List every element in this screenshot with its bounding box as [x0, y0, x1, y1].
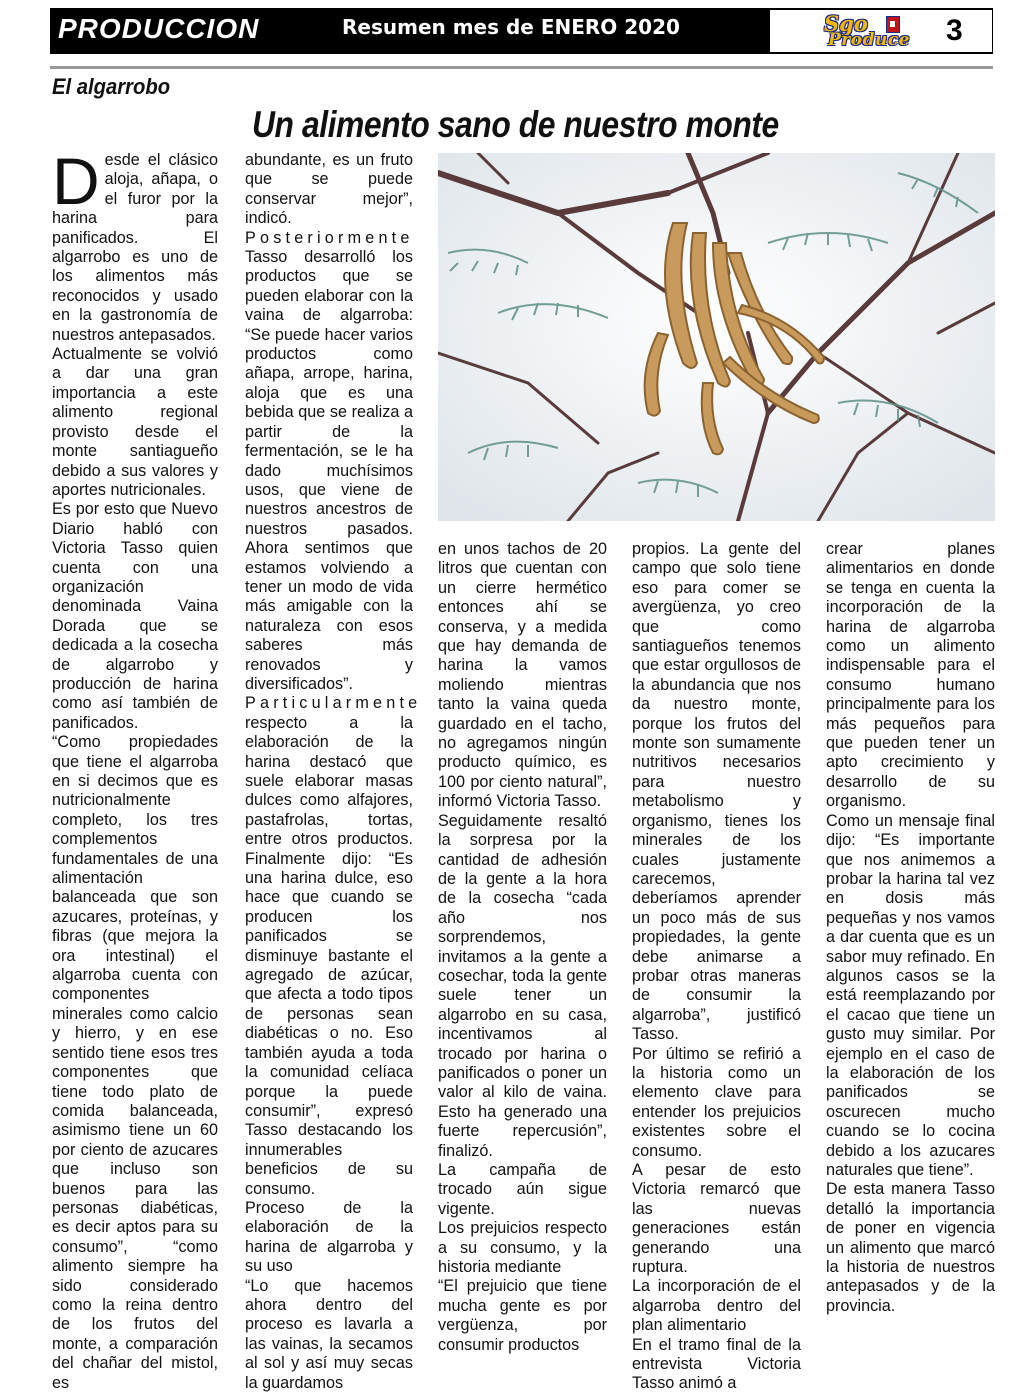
article-column-4 [632, 540, 801, 1394]
paragraph: Tasso desarrolló los productos que se pueden elaborar con la vaina de algarroba: “Se puede hacer varios productos como añapa, arrope, harina, aloja que es una bebida que se realiza a partir de la fermentación, se le ha dado muchísimos usos, que viene de nuestros ancestros de nuestros pasados. Ahora sentimos que estamos volviendo a tener un modo de vida más amigable con la naturaleza con esos saberes más renovados y diversificados”. [245, 248, 413, 693]
algarrobo-pods-photo [438, 153, 995, 521]
paragraph: La campaña de trocado aún sigue vigente. [438, 1161, 607, 1218]
logo-top-text: Sgo [824, 11, 868, 36]
paragraph: Actualmente se volvió a dar una gran importancia a este alimento regional provisto desde el monte santiagueño debido a sus valores y aportes nutricionales. [52, 345, 218, 499]
paragraph: abundante, es un fruto que se puede conservar mejor”, indicó. [245, 151, 413, 228]
paragraph: Como un mensaje final dijo: “Es importante que nos animemos a probar la harina tal vez en dosis más pequeñas y nos vamos a dar cuenta que es un sabor muy refinado. En algunos casos se la está reemplazando por el cacao que tiene un gusto muy similar. Por ejemplo en el caso de la elaboración de los panificados se oscurecen mucho cuando se lo cocina debido a los azucares naturales que tiene”. [826, 811, 995, 1179]
paragraph: A pesar de esto Victoria remarcó que las nuevas generaciones están generando una ruptura. [632, 1161, 801, 1277]
article-column-5 [826, 540, 995, 1316]
section-title: PRODUCCION [58, 13, 260, 44]
article-column-3 [438, 540, 607, 1355]
issue-summary: Resumen mes de ENERO 2020 [342, 15, 680, 39]
article-column-2 [245, 151, 422, 1393]
paragraph: propios. La gente del campo que solo tiene eso para comer se avergüenza, yo creo que como santiagueños tenemos que estar orgullosos de la abundancia que nos da nuestro monte, porque los frutos del monte son sumamente nutritivos necesarios para nuestro metabolismo y organismo, tienes los minerales de los cuales justamente carecemos, deberíamos aprender un poco más de sus propiedades, la gente debe animarse a probar otras maneras de consumir la algarroba”, justificó Tasso. [632, 540, 801, 1044]
photo-illustration [438, 153, 995, 521]
subheading: Proceso de la elaboración de la harina de algarroba y su uso [245, 1198, 413, 1276]
publication-logo [770, 10, 992, 52]
header-divider [50, 66, 993, 69]
subheading: Los prejuicios respecto a su consumo, y la historia mediante [438, 1219, 607, 1277]
paragraph: Es por esto que Nuevo Diario habló con Victoria Tasso quien cuenta con una organización denominada Vaina Dorada que se dedicada a la cosecha de algarrobo y producción de harina como así también de panificados. [52, 500, 218, 732]
subheading: Posteriormente [245, 228, 414, 247]
page-header [50, 8, 993, 54]
paragraph: Por último se refirió a la historia como un elemento clave para entender los prejuicios existentes sobre el consumo. [632, 1044, 801, 1160]
paragraph: De esta manera Tasso detalló la importancia de poner en vigencia un alimento que marcó la historia de nuestros antepasados y de la provincia. [826, 1180, 995, 1315]
paragraph: “Como propiedades que tiene el algarroba en si decimos que es nutricionalmente completo, los tres complementos fundamentales de una alimentación balanceada que son azucares, proteínas, y fibras (que mejora la ora intestinal) el algarroba cuenta con componentes minerales como calcio y hierro, y en ese sentido tiene esos tres componentes que tiene todo plato de comida balanceada, asimismo tiene un 60 por ciento de azucares que incluso son buenos para las personas diabéticas, es decir aptos para su consumo”, “como alimento siempre ha sido considerado como la reina dentro de los frutos del monte, a comparación del chañar del mistol, es [52, 733, 218, 1392]
paragraph: “El prejuicio que tiene mucha gente es por vergüenza, por consumir productos [438, 1277, 607, 1354]
subheading: Particularmente [245, 694, 422, 713]
paragraph: en unos tachos de 20 litros que cuentan con un cierre hermético entonces ahí se conserva, y a medida que hay demanda de harina la vamos moliendo mientras tanto la vaina queda guardado en el tacho, no agregamos ningún producto químico, es 100 por ciento natural”, informó Victoria Tasso. [438, 540, 607, 811]
subheading: La incorporación de el algarroba dentro del plan alimentario [632, 1277, 801, 1335]
paragraph: crear planes alimentarios en donde se tenga en cuenta la incorporación de la harina de algarroba como un alimento indispensable para el consumo humano principalmente para los más pequeños para que pueden tener un apto crecimiento y desarrollo de su organismo. [826, 540, 995, 811]
paragraph: Seguidamente resaltó la sorpresa por la cantidad de adhesión de la gente a la hora de la cosecha “cada año nos sorprendemos, invitamos a la gente a cosechar, toda la gente suele tener un algarrobo en su casa, incentivamos al trocado por harina o panificados o poner un valor al kilo de vaina. Esto ha generado una fuerte repercusión”, finalizó. [438, 811, 607, 1160]
paragraph: “Lo que hacemos ahora dentro del proceso es lavarla a las vainas, la secamos al sol y así muy secas la guardamos [245, 1276, 413, 1392]
drop-cap: D [52, 144, 100, 218]
article-headline: Un alimento sano de nuestro monte [252, 104, 779, 145]
logo-bottom-text: Produce [828, 30, 910, 50]
paragraph-text: esde el clásico aloja, añapa, o el furor por la harina para panificados. El algarrobo es uno de los alimentos más reconocidos y usado en la gastronomía de nuestros antepasados. [52, 151, 218, 344]
article-kicker: El algarrobo [52, 74, 171, 99]
article-column-1 [52, 144, 218, 1393]
paragraph: respecto a la elaboración de la harina destacó que suele elaborar masas dulces como alfajores, pastafrolas, tortas, entre otros productos. Finalmente dijo: “Es una harina dulce, eso hace que cuando se producen los panificados se disminuye bastante el agregado de azúcar, que afecta a todo tipos de personas sean diabéticas o no. Eso también ayuda a toda la comunidad celíaca porque la puede consumir”, expresó Tasso destacando los innumerables beneficios de su consumo. [245, 713, 413, 1198]
paragraph [52, 144, 218, 345]
page-number: 3 [946, 14, 963, 47]
paragraph: En el tramo final de la entrevista Victoria Tasso animó a [632, 1335, 801, 1393]
